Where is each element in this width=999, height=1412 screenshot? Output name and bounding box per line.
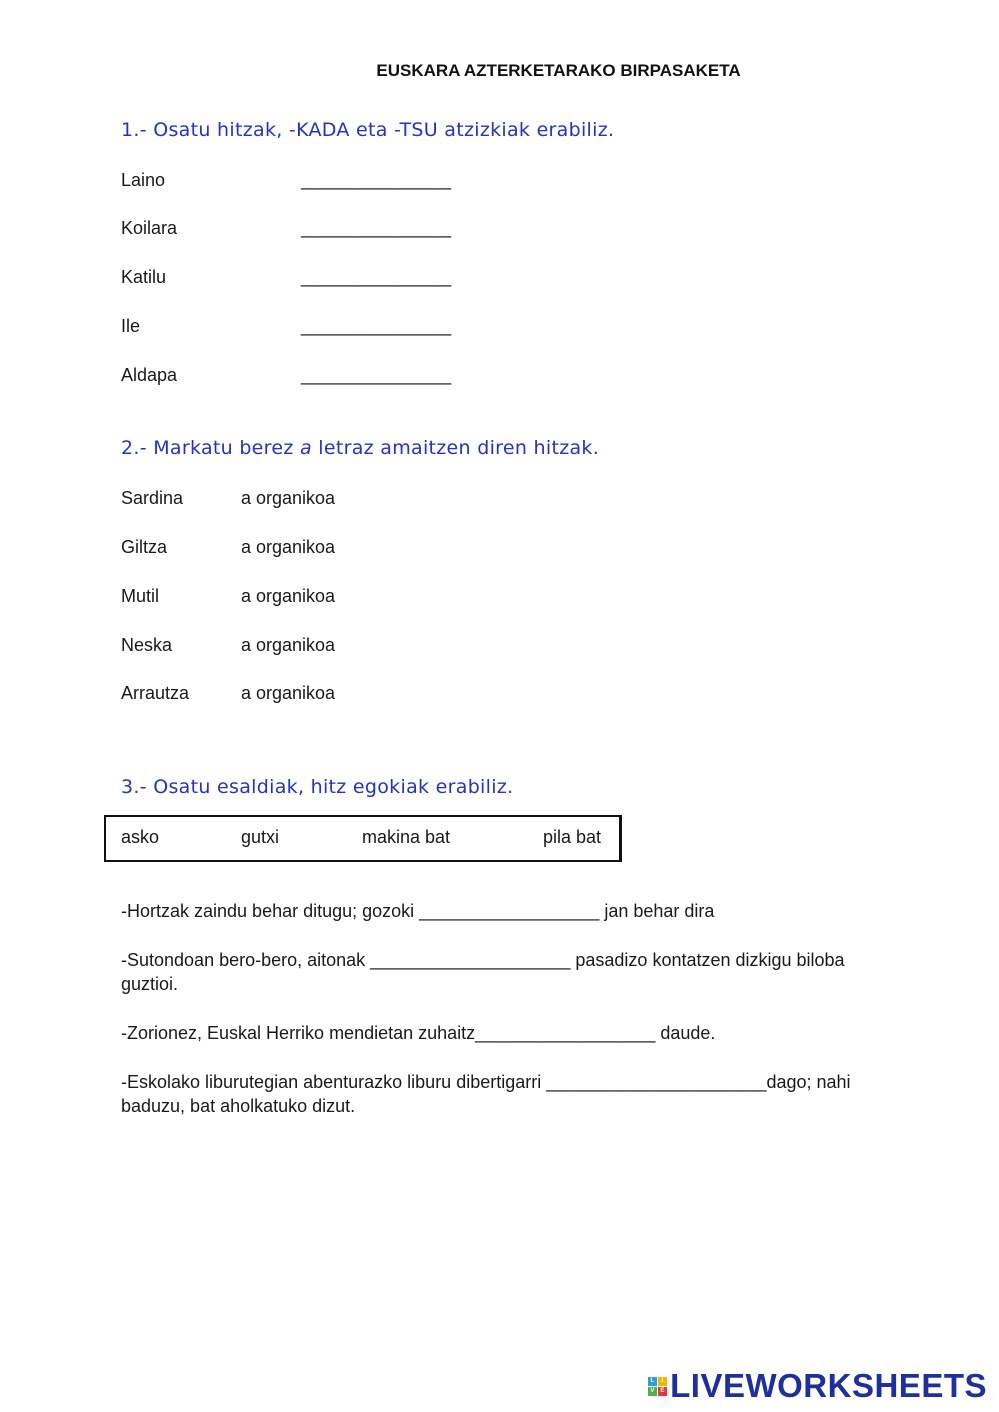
liveworksheets-icon — [648, 1377, 667, 1396]
s1-word-2: Koilara — [121, 218, 178, 238]
s1-blank-5[interactable]: _______________ — [301, 365, 452, 385]
section-1-heading: 1.- Osatu hitzak, -KADA eta -TSU atzizkiak erabiliz. — [121, 119, 615, 141]
section-2-heading-italic: a — [299, 437, 312, 459]
s2-word-1: Sardina — [121, 488, 184, 508]
s2-option-1[interactable]: a organikoa — [241, 488, 336, 508]
section-2-heading-before: 2.- Markatu berez — [121, 437, 300, 459]
s1-blank-2[interactable]: _______________ — [301, 218, 452, 238]
section-2-heading-after: letraz amaitzen diren hitzak. — [311, 437, 600, 459]
s1-word-5: Aldapa — [121, 365, 178, 385]
sentence-4[interactable]: -Eskolako liburutegian abenturazko liburu dibertigarri ______________________dago; nahi baduzu, bat aholkatuko dizut. — [121, 1072, 851, 1116]
s1-blank-3[interactable]: _______________ — [301, 267, 452, 287]
logo-letter-i: I — [658, 1377, 667, 1386]
s1-word-3: Katilu — [121, 267, 167, 287]
section-2-heading — [121, 437, 599, 459]
s2-word-4: Neska — [121, 635, 173, 655]
s2-word-5: Arrautza — [121, 683, 190, 703]
s1-blank-1[interactable]: _______________ — [301, 170, 452, 190]
s2-option-4[interactable]: a organikoa — [241, 635, 336, 655]
sentence-1[interactable]: -Hortzak zaindu behar ditugu; gozoki __________________ jan behar dira — [121, 901, 715, 921]
s2-word-3: Mutil — [121, 586, 160, 606]
s1-word-1: Laino — [121, 170, 166, 190]
s2-option-3[interactable]: a organikoa — [241, 586, 336, 606]
sentence-2[interactable]: -Sutondoan bero-bero, aitonak ____________________ pasadizo kontatzen dizkigu biloba guztioi. — [121, 950, 845, 994]
s2-option-5[interactable]: a organikoa — [241, 683, 336, 703]
s1-blank-4[interactable]: _______________ — [301, 316, 452, 336]
word-bank-item-3: makina bat — [362, 827, 451, 847]
sentence-3[interactable]: -Zorionez, Euskal Herriko mendietan zuhaitz__________________ daude. — [121, 1023, 716, 1043]
logo-letter-v: V — [648, 1387, 657, 1396]
logo-letter-l: L — [648, 1377, 657, 1386]
s2-option-2[interactable]: a organikoa — [241, 537, 336, 557]
s2-word-2: Giltza — [121, 537, 168, 557]
page-title: EUSKARA AZTERKETARAKO BIRPASAKETA — [376, 61, 741, 80]
section-3-heading: 3.- Osatu esaldiak, hitz egokiak erabiliz. — [121, 776, 514, 798]
word-bank-item-4: pila bat — [543, 827, 602, 847]
liveworksheets-logo — [648, 1367, 987, 1405]
word-bank-item-2: gutxi — [241, 827, 280, 847]
brand-name: LIVEWORKSHEETS — [670, 1367, 987, 1404]
logo-letter-e: E — [658, 1387, 667, 1396]
word-bank-item-1: asko — [121, 827, 160, 847]
s1-word-4: Ile — [121, 316, 141, 336]
